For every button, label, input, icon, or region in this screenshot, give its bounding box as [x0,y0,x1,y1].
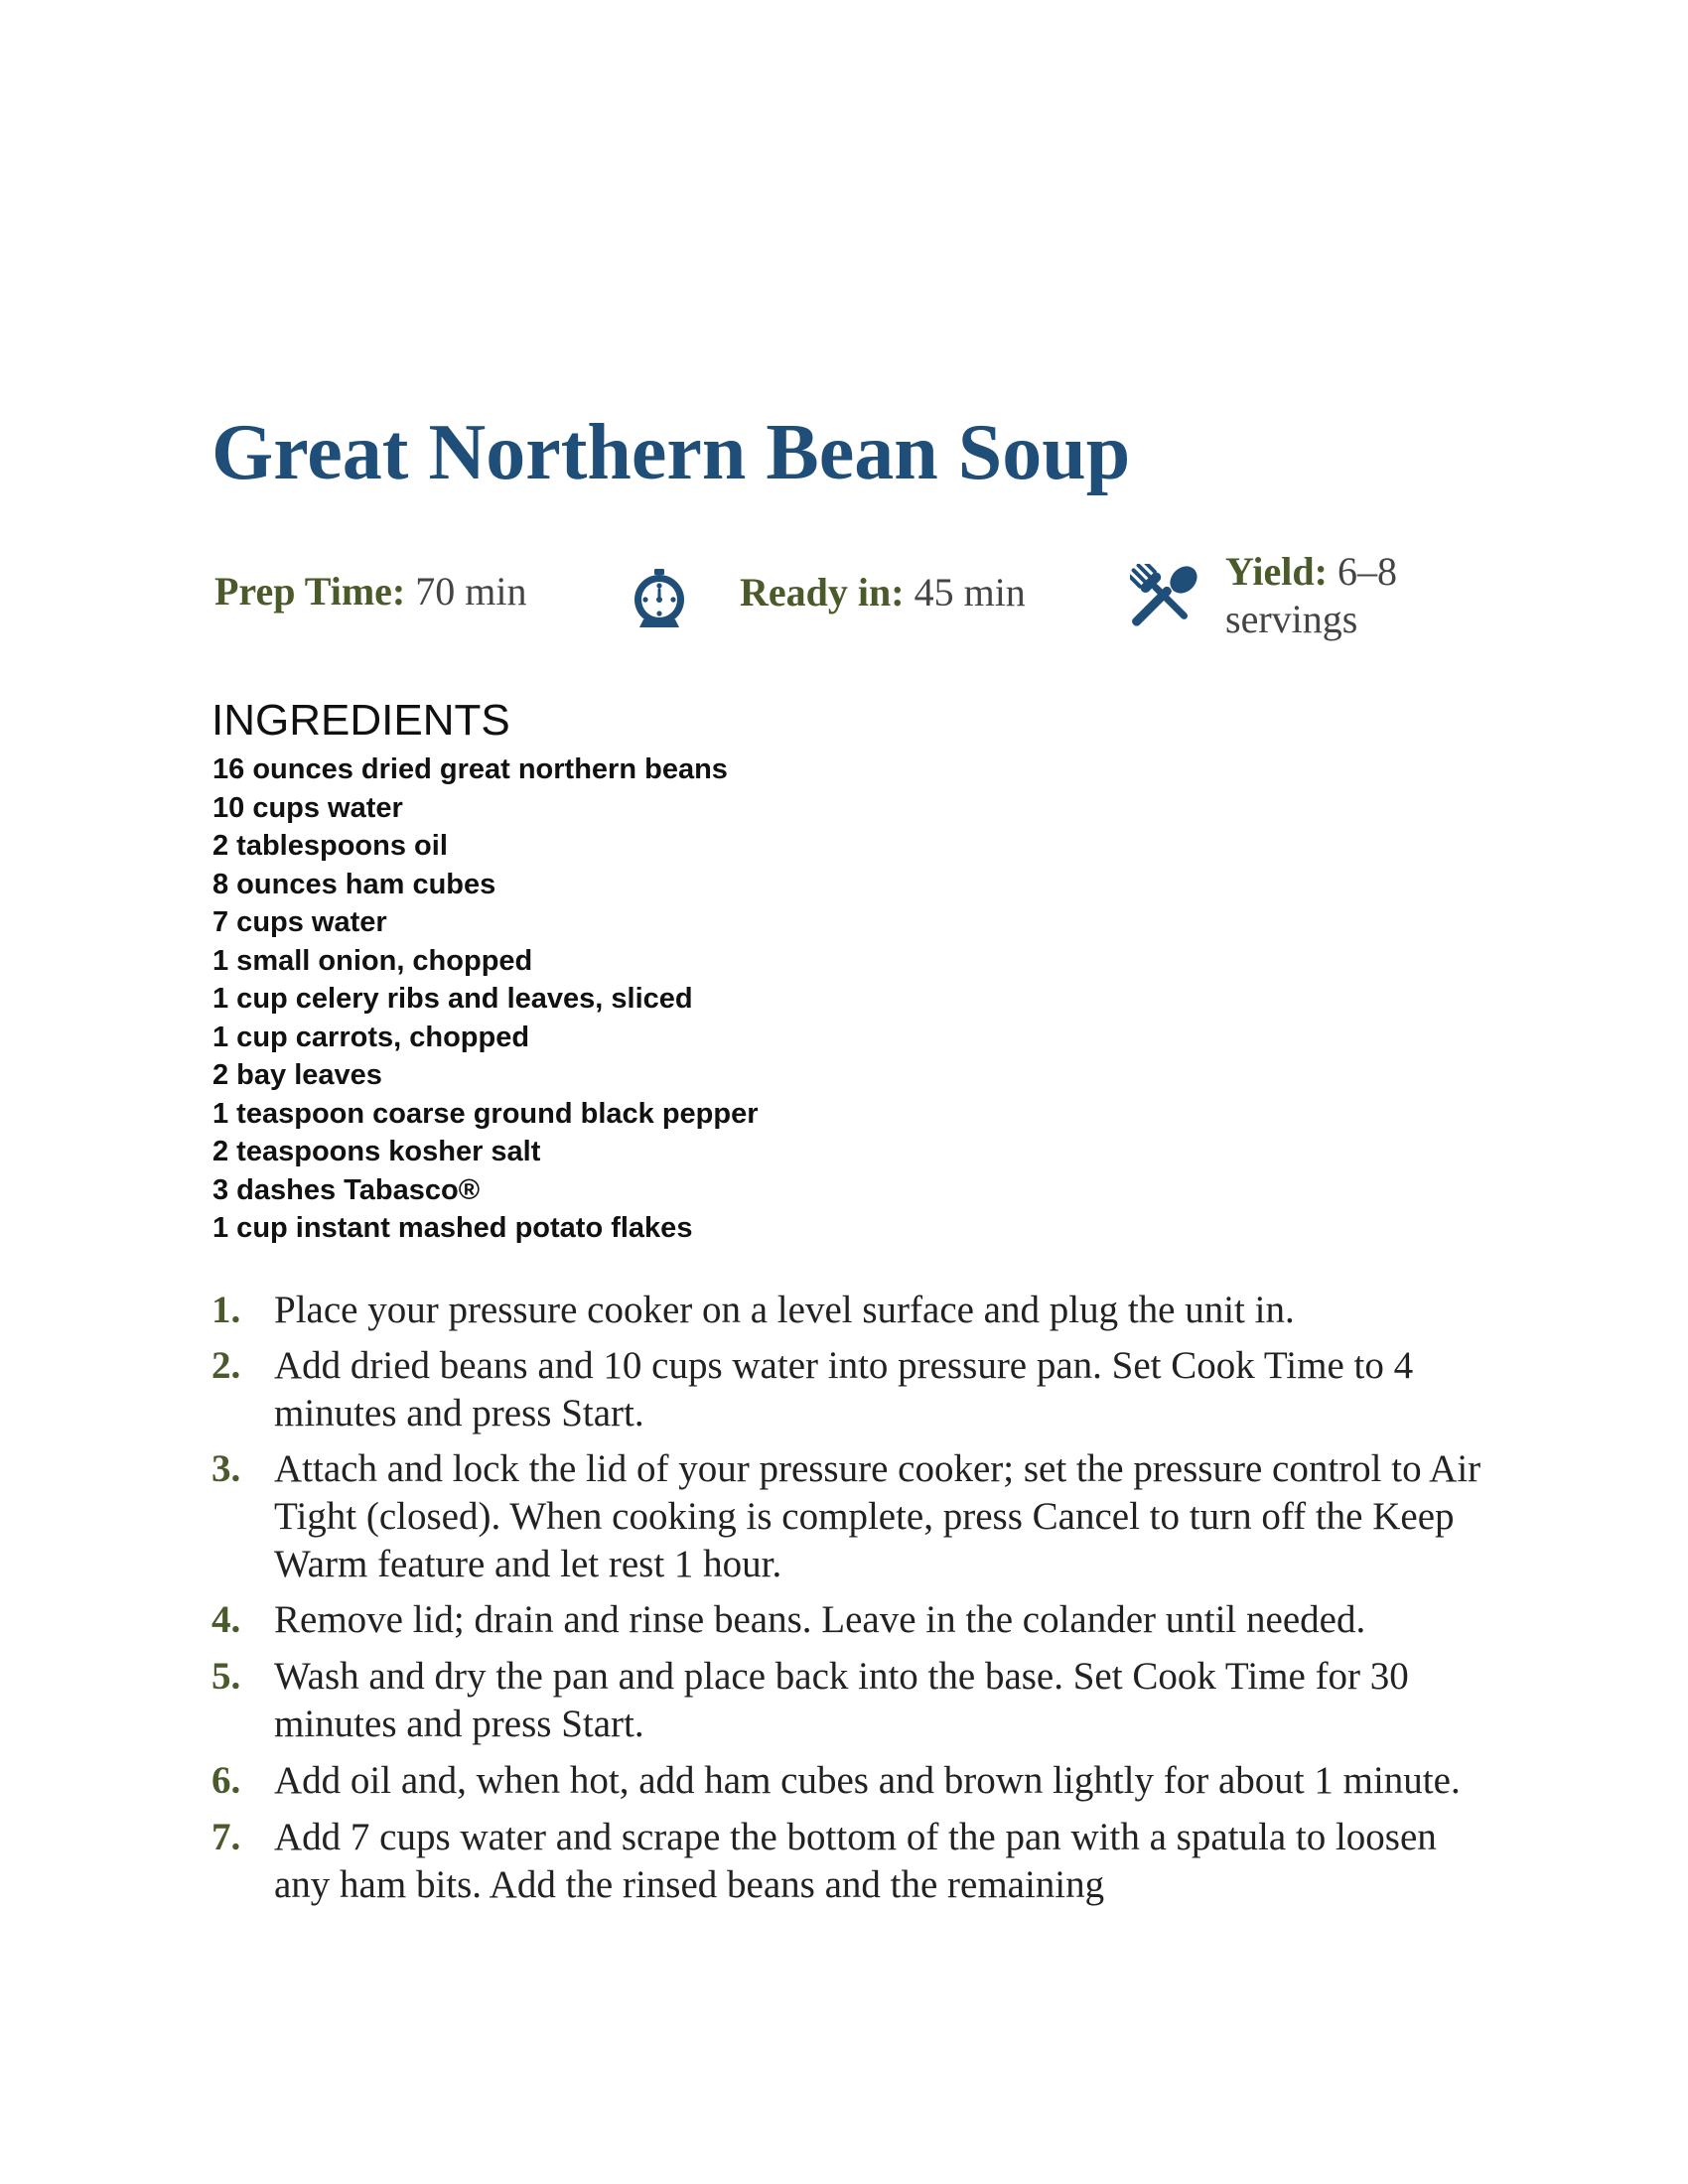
step-text: Add dried beans and 10 cups water into pressure pan. Set Cook Time to 4 minutes and press Start. [274,1344,1414,1434]
ingredient-item: 7 cups water [212,906,387,938]
ingredient-item: 1 cup carrots, chopped [212,1021,530,1053]
instruction-step [211,1445,1492,1588]
step-text: Add 7 cups water and scrape the bottom of the pan with a spatula to loosen any ham bits. Add the rinsed beans and the remaining [274,1816,1437,1906]
step-number: 3. [211,1447,241,1490]
step-text: Remove lid; drain and rinse beans. Leave in the colander until needed. [274,1598,1366,1641]
prep-time [214,568,526,615]
step-number: 2. [211,1344,241,1387]
step-text: Wash and dry the pan and place back into the base. Set Cook Time for 30 minutes and press Start. [274,1655,1409,1745]
step-number: 6. [211,1759,241,1802]
step-number: 1. [211,1289,241,1331]
instructions-list [211,1287,1492,1909]
instruction-step [211,1653,1492,1748]
ready-time-label: Ready in: [740,570,905,614]
ingredient-item: 2 tablespoons oil [212,830,448,862]
yield-value-line2: servings [1225,597,1358,641]
step-number: 5. [211,1655,241,1698]
fork-spoon-icon [1130,564,1201,631]
recipe-title: Great Northern Bean Soup [211,409,1131,496]
instruction-step [211,1287,1492,1334]
ready-time [740,569,1026,616]
yield-label: Yield: [1225,549,1328,594]
step-text: Attach and lock the lid of your pressure cooker; set the pressure control to Air Tight (closed). When cooking is complete, press Cancel to turn off the Keep Warm feature and let rest 1 hour. [274,1447,1481,1585]
ingredients-list [212,751,759,1248]
ready-time-value: 45 min [904,570,1026,614]
ingredient-item: 1 cup celery ribs and leaves, sliced [212,983,693,1015]
prep-time-label: Prep Time: [214,569,406,614]
ingredient-item: 1 cup instant mashed potato flakes [212,1212,693,1244]
instruction-step [211,1342,1492,1437]
step-number: 7. [211,1816,241,1858]
step-text: Add oil and, when hot, add ham cubes and brown lightly for about 1 minute. [274,1759,1461,1802]
ingredient-item: 16 ounces dried great northern beans [212,753,728,785]
ingredient-item: 1 small onion, chopped [212,944,533,977]
stopwatch-icon [632,568,687,629]
instruction-step [211,1596,1492,1644]
step-text: Place your pressure cooker on a level surface and plug the unit in. [274,1289,1295,1331]
ingredient-item: 1 teaspoon coarse ground black pepper [212,1097,759,1130]
yield-value: 6–8 [1327,549,1397,594]
ingredient-item: 8 ounces ham cubes [212,868,496,900]
ingredients-heading: INGREDIENTS [211,696,510,745]
instruction-step [211,1814,1492,1909]
instruction-step [211,1757,1492,1805]
prep-time-value: 70 min [405,569,527,614]
ingredient-item: 10 cups water [212,791,403,824]
yield [1225,548,1397,643]
step-number: 4. [211,1598,241,1641]
ingredient-item: 2 bay leaves [212,1059,382,1091]
ingredient-item: 3 dashes Tabasco® [212,1173,481,1206]
ingredient-item: 2 teaspoons kosher salt [212,1136,541,1167]
